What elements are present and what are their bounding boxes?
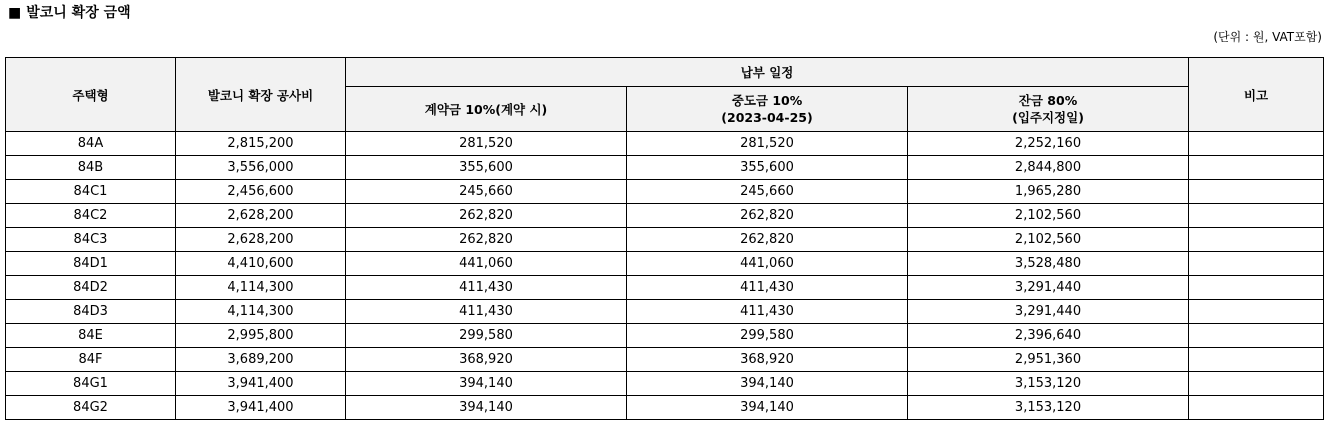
cell-deposit: 262,820 bbox=[346, 228, 627, 252]
cell-note bbox=[1189, 156, 1324, 180]
cell-note bbox=[1189, 204, 1324, 228]
table-row bbox=[6, 396, 1324, 420]
cell-deposit: 394,140 bbox=[346, 372, 627, 396]
cell-middle-payment: 281,520 bbox=[627, 132, 908, 156]
cell-note bbox=[1189, 252, 1324, 276]
cell-middle-payment: 299,580 bbox=[627, 324, 908, 348]
cell-deposit: 299,580 bbox=[346, 324, 627, 348]
header-balance-line1: 잔금 80% bbox=[1018, 93, 1078, 108]
cell-middle-payment: 411,430 bbox=[627, 300, 908, 324]
table-row bbox=[6, 372, 1324, 396]
cell-expansion-cost: 4,114,300 bbox=[176, 300, 346, 324]
cell-unit-type: 84G1 bbox=[6, 372, 176, 396]
header-middle-line1: 중도금 10% bbox=[731, 93, 803, 108]
cell-middle-payment: 394,140 bbox=[627, 396, 908, 420]
cell-unit-type: 84C2 bbox=[6, 204, 176, 228]
cell-unit-type: 84D3 bbox=[6, 300, 176, 324]
table-row bbox=[6, 180, 1324, 204]
table-header bbox=[6, 58, 1324, 132]
cell-expansion-cost: 3,941,400 bbox=[176, 372, 346, 396]
cell-note bbox=[1189, 228, 1324, 252]
cell-note bbox=[1189, 396, 1324, 420]
cell-unit-type: 84A bbox=[6, 132, 176, 156]
cell-unit-type: 84F bbox=[6, 348, 176, 372]
header-balance-line2: (입주지정일) bbox=[1012, 110, 1084, 125]
cell-note bbox=[1189, 348, 1324, 372]
header-middle-payment bbox=[627, 87, 908, 132]
cell-expansion-cost: 2,628,200 bbox=[176, 228, 346, 252]
table-row bbox=[6, 348, 1324, 372]
cell-balance: 3,528,480 bbox=[908, 252, 1189, 276]
table-row bbox=[6, 228, 1324, 252]
cell-unit-type: 84C3 bbox=[6, 228, 176, 252]
balcony-expansion-price-table bbox=[5, 57, 1324, 420]
cell-unit-type: 84E bbox=[6, 324, 176, 348]
header-middle-line2: (2023-04-25) bbox=[721, 110, 813, 125]
cell-note bbox=[1189, 276, 1324, 300]
cell-note bbox=[1189, 324, 1324, 348]
table-row bbox=[6, 276, 1324, 300]
unit-note: (단위 : 원, VAT포함) bbox=[1213, 30, 1322, 44]
cell-deposit: 262,820 bbox=[346, 204, 627, 228]
cell-expansion-cost: 2,815,200 bbox=[176, 132, 346, 156]
cell-balance: 2,844,800 bbox=[908, 156, 1189, 180]
cell-note bbox=[1189, 132, 1324, 156]
cell-balance: 1,965,280 bbox=[908, 180, 1189, 204]
cell-unit-type: 84B bbox=[6, 156, 176, 180]
table-row bbox=[6, 204, 1324, 228]
cell-middle-payment: 245,660 bbox=[627, 180, 908, 204]
cell-middle-payment: 355,600 bbox=[627, 156, 908, 180]
table-row bbox=[6, 324, 1324, 348]
section-title bbox=[8, 3, 131, 23]
cell-middle-payment: 368,920 bbox=[627, 348, 908, 372]
cell-balance: 2,252,160 bbox=[908, 132, 1189, 156]
cell-expansion-cost: 4,410,600 bbox=[176, 252, 346, 276]
cell-deposit: 355,600 bbox=[346, 156, 627, 180]
table-body bbox=[6, 132, 1324, 420]
square-bullet-icon: ■ bbox=[8, 5, 22, 21]
cell-balance: 3,153,120 bbox=[908, 396, 1189, 420]
cell-balance: 2,102,560 bbox=[908, 204, 1189, 228]
cell-unit-type: 84D1 bbox=[6, 252, 176, 276]
header-note: 비고 bbox=[1189, 58, 1324, 132]
header-payment-schedule: 납부 일정 bbox=[346, 58, 1189, 87]
cell-middle-payment: 262,820 bbox=[627, 228, 908, 252]
cell-deposit: 441,060 bbox=[346, 252, 627, 276]
cell-expansion-cost: 4,114,300 bbox=[176, 276, 346, 300]
table-row bbox=[6, 132, 1324, 156]
table-row bbox=[6, 156, 1324, 180]
cell-expansion-cost: 3,556,000 bbox=[176, 156, 346, 180]
cell-unit-type: 84D2 bbox=[6, 276, 176, 300]
cell-expansion-cost: 2,995,800 bbox=[176, 324, 346, 348]
cell-middle-payment: 411,430 bbox=[627, 276, 908, 300]
cell-deposit: 281,520 bbox=[346, 132, 627, 156]
header-balance bbox=[908, 87, 1189, 132]
cell-balance: 2,102,560 bbox=[908, 228, 1189, 252]
table-row bbox=[6, 300, 1324, 324]
cell-middle-payment: 262,820 bbox=[627, 204, 908, 228]
cell-expansion-cost: 2,456,600 bbox=[176, 180, 346, 204]
cell-expansion-cost: 2,628,200 bbox=[176, 204, 346, 228]
cell-balance: 3,291,440 bbox=[908, 276, 1189, 300]
cell-note bbox=[1189, 372, 1324, 396]
section-title-text: 발코니 확장 금액 bbox=[26, 5, 131, 21]
cell-expansion-cost: 3,941,400 bbox=[176, 396, 346, 420]
cell-deposit: 368,920 bbox=[346, 348, 627, 372]
cell-note bbox=[1189, 300, 1324, 324]
cell-balance: 2,951,360 bbox=[908, 348, 1189, 372]
table-row bbox=[6, 252, 1324, 276]
cell-balance: 2,396,640 bbox=[908, 324, 1189, 348]
cell-deposit: 245,660 bbox=[346, 180, 627, 204]
cell-middle-payment: 441,060 bbox=[627, 252, 908, 276]
cell-balance: 3,291,440 bbox=[908, 300, 1189, 324]
header-unit-type: 주택형 bbox=[6, 58, 176, 132]
cell-unit-type: 84G2 bbox=[6, 396, 176, 420]
cell-middle-payment: 394,140 bbox=[627, 372, 908, 396]
header-expansion-cost: 발코니 확장 공사비 bbox=[176, 58, 346, 132]
cell-deposit: 411,430 bbox=[346, 300, 627, 324]
header-deposit: 계약금 10%(계약 시) bbox=[346, 87, 627, 132]
cell-deposit: 411,430 bbox=[346, 276, 627, 300]
cell-deposit: 394,140 bbox=[346, 396, 627, 420]
cell-balance: 3,153,120 bbox=[908, 372, 1189, 396]
cell-unit-type: 84C1 bbox=[6, 180, 176, 204]
cell-note bbox=[1189, 180, 1324, 204]
cell-expansion-cost: 3,689,200 bbox=[176, 348, 346, 372]
